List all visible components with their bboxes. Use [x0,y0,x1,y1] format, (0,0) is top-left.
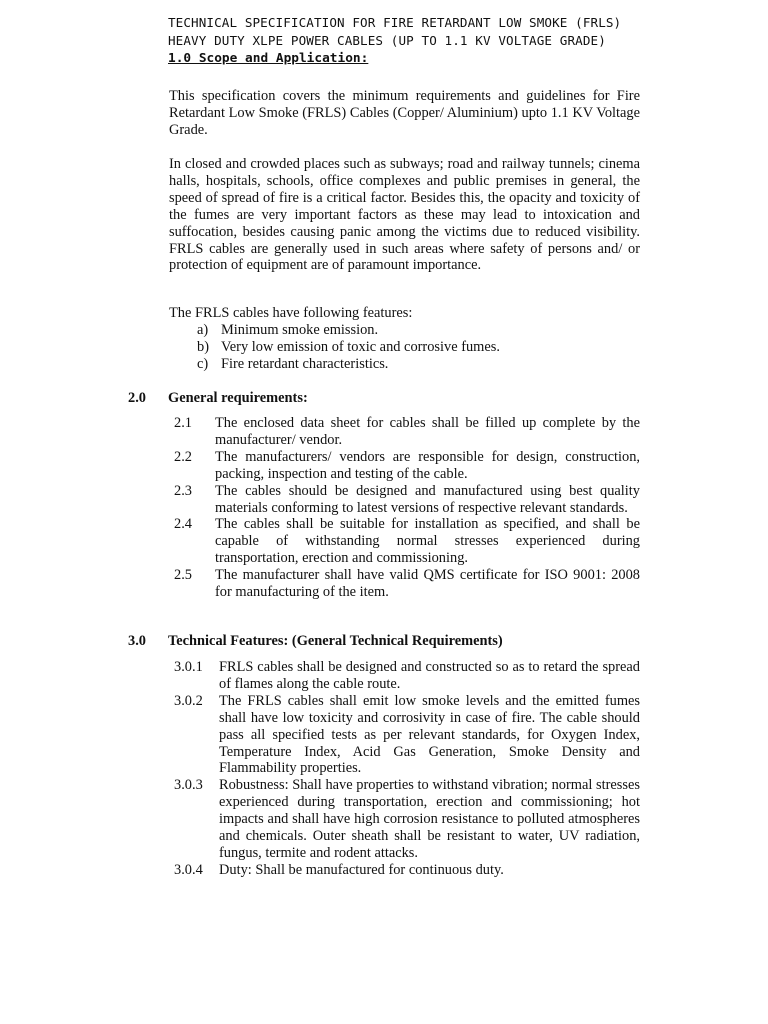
list-marker: b) [197,338,209,355]
clause-text: The FRLS cables shall emit low smoke levels and the emitted fumes shall have low toxicity and corrosivity in case of fire. The cable should pass all specified tests as per relevant standards, for Oxygen Index, Temperature Index, Acid Gas Generation, Smoke Density and Flammability properties. [219,692,640,777]
clause-item [174,659,640,693]
clause-text: The enclosed data sheet for cables shall be filled up complete by the manufacturer/ vendor. [215,415,640,448]
section-2-items [174,415,640,601]
clause-text: The manufacturers/ vendors are responsible for design, construction, packing, inspection and testing of the cable. [215,448,640,482]
list-item [169,322,640,339]
clause-item [174,862,640,879]
clause-item [174,449,640,483]
clause-item [174,415,640,449]
list-item-text: Very low emission of toxic and corrosive fumes. [221,338,500,355]
features-list [169,322,640,373]
clause-item [174,693,640,778]
clause-number: 3.0.4 [174,861,203,878]
scope-paragraph-1 [169,88,640,139]
section-2-heading [128,390,308,407]
list-item-text: Fire retardant characteristics. [221,355,389,372]
clause-number: 2.5 [174,567,192,584]
section-3-heading [128,633,503,650]
list-item-text: Minimum smoke emission. [221,322,379,338]
clause-number: 2.2 [174,448,192,465]
clause-number: 2.3 [174,482,192,499]
section-number: 2.0 [128,390,146,406]
clause-text: Robustness: Shall have properties to withstand vibration; normal stresses experienced during transportation, erection and commissioning; hot impacts and shall have high corrosion resistance to polluted atmospheres and chemicals. Outer sheath shall be resistant to water, UV radiation, fungus, termite and rodent attacks. [219,777,640,861]
list-marker: a) [197,322,209,338]
scope-heading: 1.0 Scope and Application: [168,51,369,66]
clause-item [174,483,640,517]
document-title [168,14,708,68]
scope-paragraph-1-text: This specification covers the minimum requirements and guidelines for Fire Retardant Low Smoke (FRLS) Cables (Copper/ Aluminium) upto 1.1 KV Voltage Grade. [169,88,640,138]
section-3-items [174,659,640,879]
list-marker: c) [197,355,209,372]
features-intro [169,305,640,322]
clause-item [174,777,640,862]
section-title: General requirements: [168,390,308,406]
features-intro-text: The FRLS cables have following features: [169,305,413,321]
scope-paragraph-2 [169,156,640,274]
title-line-2: HEAVY DUTY XLPE POWER CABLES (UP TO 1.1 KV VOLTAGE GRADE) [168,33,606,48]
clause-number: 2.4 [174,516,192,533]
clause-number: 3.0.1 [174,659,203,675]
clause-text: The manufacturer shall have valid QMS certificate for ISO 9001: 2008 for manufacturing of the item. [215,567,640,601]
clause-item [174,516,640,567]
list-item [169,356,640,373]
clause-number: 3.0.3 [174,777,203,794]
section-number: 3.0 [128,633,146,649]
clause-item [174,567,640,601]
scope-paragraph-2-text: In closed and crowded places such as subways; road and railway tunnels; cinema halls, hospitals, schools, office complexes and public premises in general, the speed of spread of fire is a critical factor. Besides this, the opacity and toxicity of the fumes are very important factors as these may lead to intoxication and suffocation, besides causing panic among the victims due to reduced visibility. FRLS cables are generally used in such areas where safety of persons and/ or protection of equipment are of paramount importance. [169,156,640,274]
title-line-1: TECHNICAL SPECIFICATION FOR FIRE RETARDANT LOW SMOKE (FRLS) [168,15,622,30]
clause-text: FRLS cables shall be designed and constructed so as to retard the spread of flames along the cable route. [219,659,640,692]
section-title: Technical Features: (General Technical Requirements) [168,633,503,649]
clause-number: 2.1 [174,415,192,431]
clause-text: The cables shall be suitable for installation as specified, and shall be capable of withstanding normal stresses experienced during transportation, erection and commissioning. [215,516,640,567]
clause-text: The cables should be designed and manufactured using best quality materials conforming to latest versions of respective relevant standards. [215,482,640,516]
clause-number: 3.0.2 [174,692,203,709]
list-item [169,339,640,356]
clause-text: Duty: Shall be manufactured for continuous duty. [219,861,504,878]
